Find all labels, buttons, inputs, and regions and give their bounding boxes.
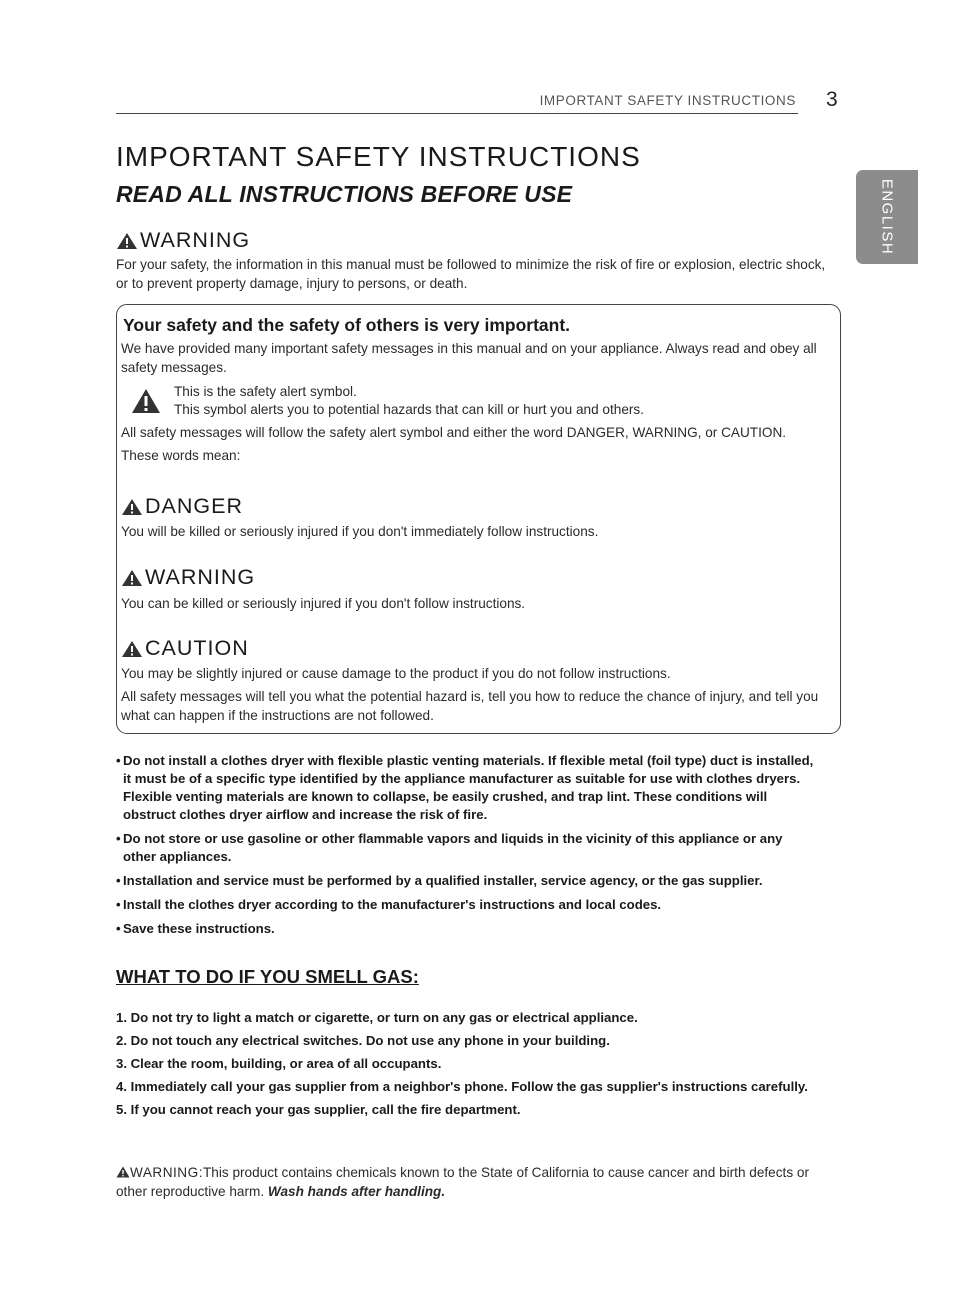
signal-words-text: All safety messages will follow the safety alert symbol and either the word DANGER, WARNING, or CAUTION. xyxy=(121,425,787,440)
caution-triangle-icon xyxy=(121,640,143,658)
caution-text: You may be slightly injured or cause damage to the product if you do not follow instructions. xyxy=(121,666,671,681)
language-tab xyxy=(856,170,918,264)
warning-triangle-icon xyxy=(116,232,138,250)
safety-box-heading: Your safety and the safety of others is very important. xyxy=(123,315,571,335)
intro-warning-heading xyxy=(116,228,250,253)
gas-steps-list xyxy=(116,1009,816,1124)
list-item: • Install the clothes dryer according to the manufacturer's instructions and local codes. xyxy=(116,897,662,912)
list-item: • Do not install a clothes dryer with flexible plastic venting materials. If flexible metal (foil type) duct is installed, it must be of a specific type identified by the appliance manufacturer as suitable for use with clothes dryers. Flexible venting materials are known to collapse, be easily crushed, and trap lint. These conditions will obstruct clothes dryer airflow and increase the risk of fire. xyxy=(116,753,814,822)
warning-box-triangle-icon xyxy=(121,569,143,587)
list-item: • Save these instructions. xyxy=(116,921,275,936)
list-item: 1. Do not try to light a match or cigarette, or turn on any gas or electrical appliance. xyxy=(116,1010,638,1025)
danger-text: You will be killed or seriously injured if you don't immediately follow instructions. xyxy=(121,524,599,539)
symbol-definition-line-1: This is the safety alert symbol. xyxy=(174,384,357,399)
california-warning-label: WARNING: xyxy=(130,1165,203,1180)
safety-box-intro: We have provided many important safety messages in this manual and on your appliance. Always read and obey all safety messages. xyxy=(121,341,817,375)
danger-heading xyxy=(121,494,243,519)
list-item: 4. Immediately call your gas supplier from a neighbor's phone. Follow the gas supplier's instructions carefully. xyxy=(116,1079,808,1094)
safety-alert-symbol-icon xyxy=(131,388,161,414)
page-number: 3 xyxy=(826,88,838,111)
california-warning xyxy=(116,1163,836,1201)
list-item: • Installation and service must be performed by a qualified installer, service agency, or the gas supplier. xyxy=(116,873,763,888)
symbol-definition-line-2: This symbol alerts you to potential hazards that can kill or hurt you and others. xyxy=(174,402,644,417)
safety-bullet-list xyxy=(116,752,816,944)
running-header-title: IMPORTANT SAFETY INSTRUCTIONS xyxy=(539,93,796,108)
intro-warning-label: WARNING xyxy=(140,228,251,252)
danger-triangle-icon xyxy=(121,498,143,516)
header-rule xyxy=(116,113,798,114)
caution-label: CAUTION xyxy=(145,636,249,660)
warning-heading xyxy=(121,565,255,590)
language-tab-label: ENGLISH xyxy=(878,178,896,256)
california-warning-text: This product contains chemicals known to the State of California to cause cancer and birth defects or other reproductive harm. xyxy=(116,1165,809,1199)
page-subtitle: READ ALL INSTRUCTIONS BEFORE USE xyxy=(116,181,573,207)
list-item: • Do not store or use gasoline or other flammable vapors and liquids in the vicinity of this appliance or any other appliances. xyxy=(116,831,783,864)
california-warning-emphasis: Wash hands after handling. xyxy=(267,1184,446,1199)
these-words-text: These words mean: xyxy=(121,448,241,463)
warning-text: You can be killed or seriously injured if you don't follow instructions. xyxy=(121,596,526,611)
california-warning-triangle-icon xyxy=(116,1166,130,1178)
danger-label: DANGER xyxy=(145,494,243,518)
list-item: 3. Clear the room, building, or area of all occupants. xyxy=(116,1056,442,1071)
safety-box-closing: All safety messages will tell you what the potential hazard is, tell you how to reduce the chance of injury, and tell you what can happen if the instructions are not followed. xyxy=(121,689,819,723)
gas-section-heading: WHAT TO DO IF YOU SMELL GAS: xyxy=(116,966,419,987)
intro-warning-text: For your safety, the information in this manual must be followed to minimize the risk of fire or explosion, electric shock, or to prevent property damage, injury to persons, or death. xyxy=(116,257,826,291)
list-item: 5. If you cannot reach your gas supplier, call the fire department. xyxy=(116,1102,521,1117)
list-item: 2. Do not touch any electrical switches. Do not use any phone in your building. xyxy=(116,1033,610,1048)
page-title: IMPORTANT SAFETY INSTRUCTIONS xyxy=(116,141,641,172)
caution-heading xyxy=(121,636,249,661)
warning-label: WARNING xyxy=(145,565,256,589)
